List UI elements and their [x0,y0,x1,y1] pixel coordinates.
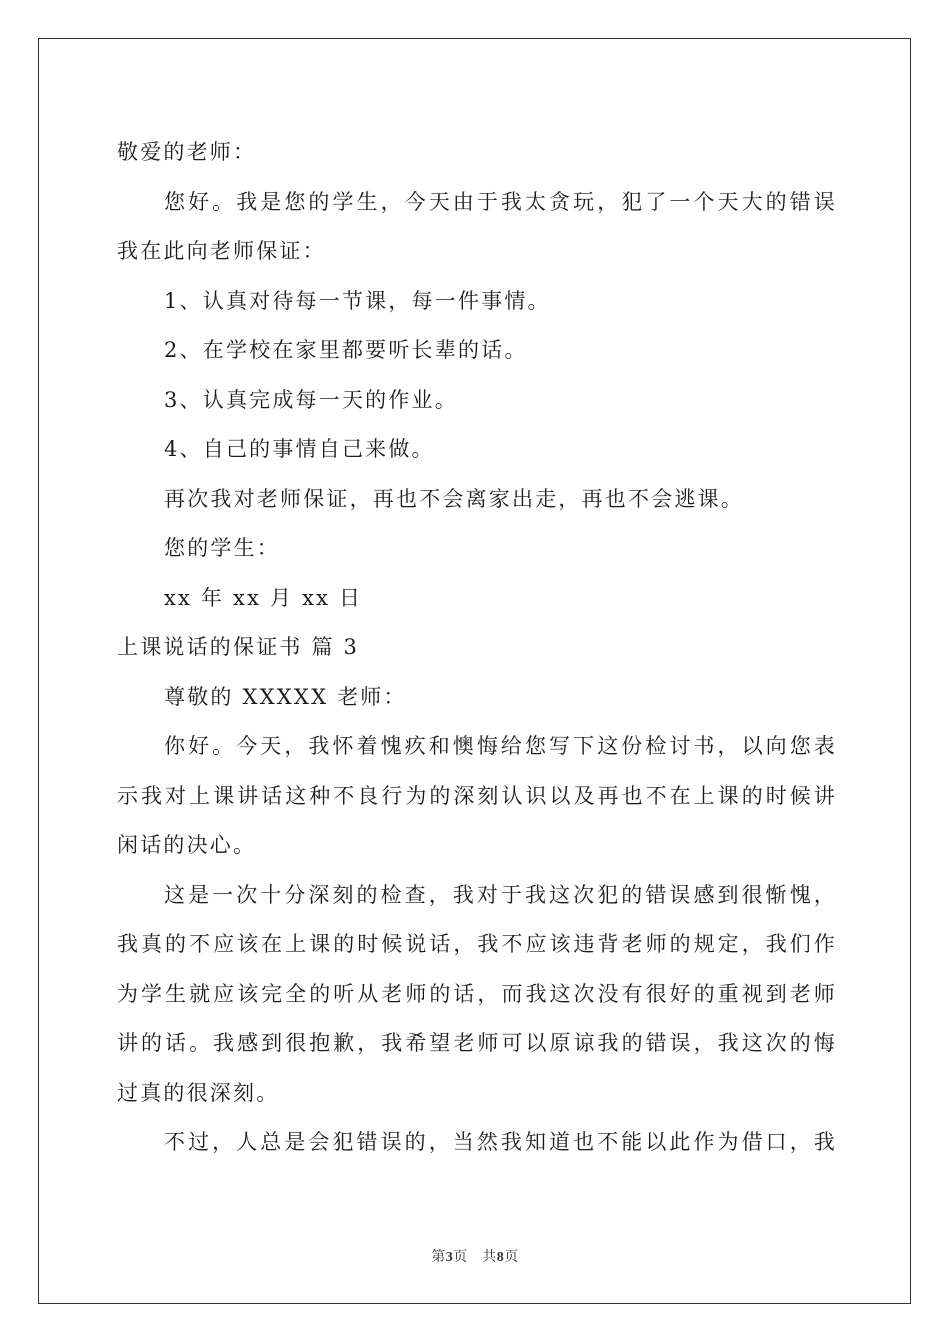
list-item: 2、在学校在家里都要听长辈的话。 [164,338,528,362]
paragraph-line: 讲的话。我感到很抱歉，我希望老师可以原谅我的错误，我这次的悔 [117,1031,837,1055]
section-heading: 上课说话的保证书 篇 3 [117,635,360,659]
footer-mid: 页 共 [453,1249,497,1265]
paragraph-line: 我在此向老师保证： [117,239,326,263]
paragraph-line: 示我对上课讲话这种不良行为的深刻认识以及再也不在上课的时候讲 [117,783,837,808]
paragraph-line: 再次我对老师保证，再也不会离家出走，再也不会逃课。 [164,486,744,511]
paragraph-line: 您好。我是您的学生，今天由于我太贪玩，犯了一个天大的错误 [164,189,837,214]
paragraph-line: 我真的不应该在上课的时候说话，我不应该违背老师的规定，我们作 [117,932,837,956]
total-page-number: 8 [496,1250,505,1265]
list-item: 1、认真对待每一节课，每一件事情。 [164,288,551,313]
paragraph-line: 过真的很深刻。 [117,1080,280,1105]
current-page-number: 3 [445,1250,454,1265]
paragraph-line: 不过，人总是会犯错误的，当然我知道也不能以此作为借口，我 [164,1130,837,1154]
paragraph-line: 你好。今天，我怀着愧疚和懊悔给您写下这份检讨书，以向您表 [164,734,837,758]
document-body [117,128,837,1168]
paragraph-line: 闲话的决心。 [117,833,257,857]
paragraph-line: 为学生就应该完全的听从老师的话，而我这次没有很好的重视到老师 [117,981,837,1006]
footer-prefix: 第 [431,1249,446,1265]
salutation: 尊敬的 XXXXX 老师： [164,684,407,709]
list-item: 3、认真完成每一天的作业。 [164,387,458,412]
date-line: xx 年 xx 月 xx 日 [164,585,363,610]
footer-suffix: 页 [504,1249,519,1265]
salutation: 敬爱的老师： [117,140,257,164]
paragraph-line: 这是一次十分深刻的检查，我对于我这次犯的错误感到很惭愧， [164,882,837,907]
signature-label: 您的学生： [164,536,280,560]
list-item: 4、自己的事情自己来做。 [164,437,435,461]
page-footer [0,1246,950,1266]
